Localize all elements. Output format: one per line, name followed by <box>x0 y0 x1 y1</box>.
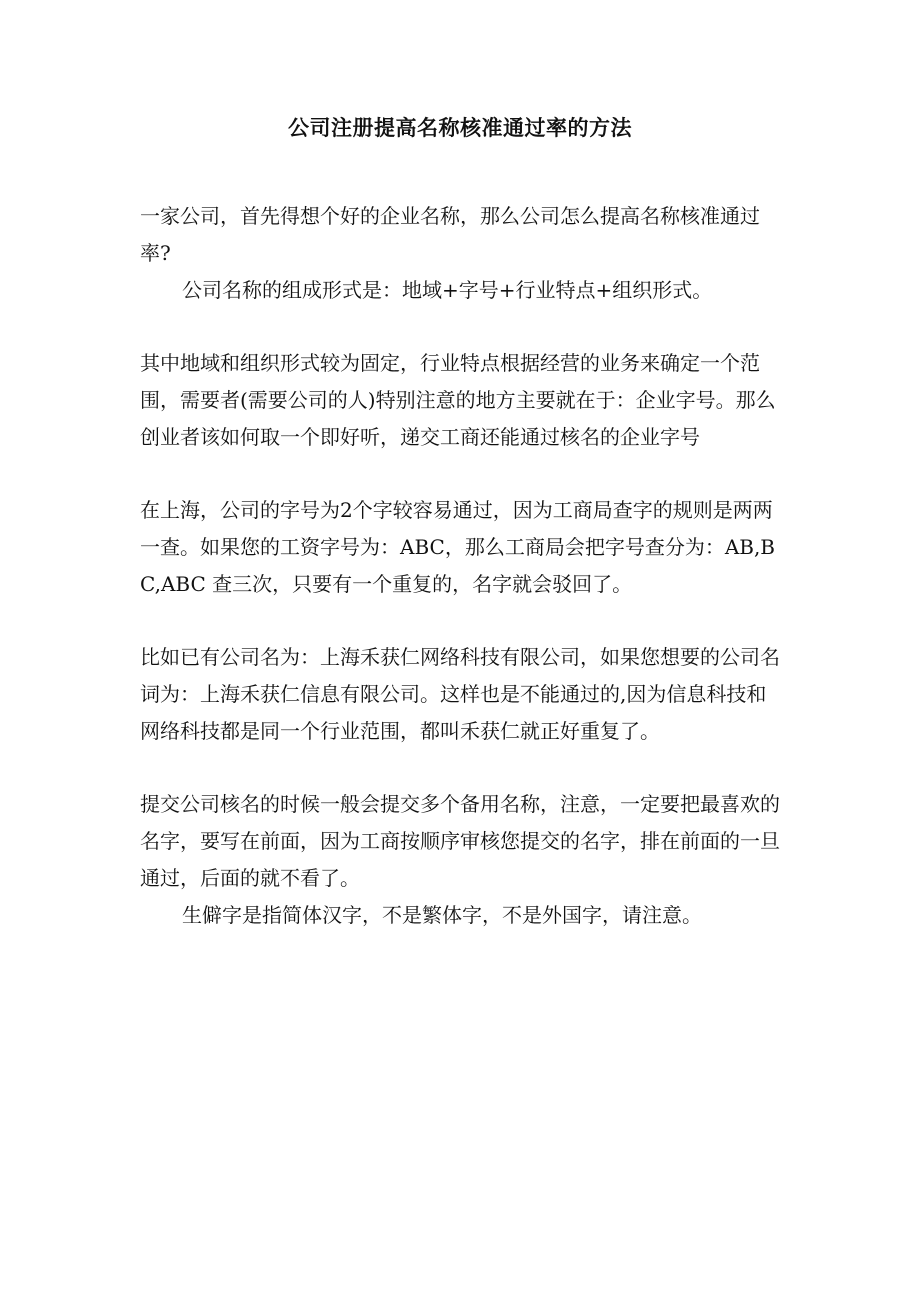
document-title: 公司注册提高名称核准通过率的方法 <box>288 115 632 140</box>
paragraph-brand-name: 其中地域和组织形式较为固定，行业特点根据经营的业务来确定一个范围，需要者(需要公司的人)特别注意的地方主要就在于：企业字号。那么创业者该如何取一个即好听，递交工商还能通过核名的企业字号 <box>140 351 776 449</box>
paragraph-submission-tip: 提交公司核名的时候一般会提交多个备用名称，注意，一定要把最喜欢的名字，要写在前面，因为工商按顺序审核您提交的名字，排在前面的一旦通过，后面的就不看了。 <box>140 792 780 890</box>
paragraph-intro: 一家公司，首先得想个好的企业名称，那么公司怎么提高名称核准通过率? <box>140 204 760 265</box>
paragraph-rare-characters: 生僻字是指简体汉字，不是繁体字，不是外国字，请注意。 <box>182 903 702 927</box>
paragraph-shanghai-rule: 在上海，公司的字号为2个字较容易通过，因为工商局查字的规则是两两一查。如果您的工资字号为：ABC，那么工商局会把字号查分为：AB,BC,ABC 查三次，只要有一个重复的，名字就会驳回了。 <box>140 498 776 596</box>
paragraph-name-structure: 公司名称的组成形式是：地域+字号+行业特点+组织形式。 <box>182 278 713 302</box>
paragraph-gap <box>140 750 780 786</box>
paragraph-gap <box>140 456 780 492</box>
paragraph-example: 比如已有公司名为：上海禾获仁网络科技有限公司，如果您想要的公司名词为：上海禾获仁信息有限公司。这样也是不能通过的,因为信息科技和网络科技都是同一个行业范围，都叫禾获仁就正好重复了。 <box>140 645 780 743</box>
document-body <box>140 198 780 934</box>
paragraph-gap <box>140 309 780 345</box>
paragraph-gap <box>140 603 780 639</box>
